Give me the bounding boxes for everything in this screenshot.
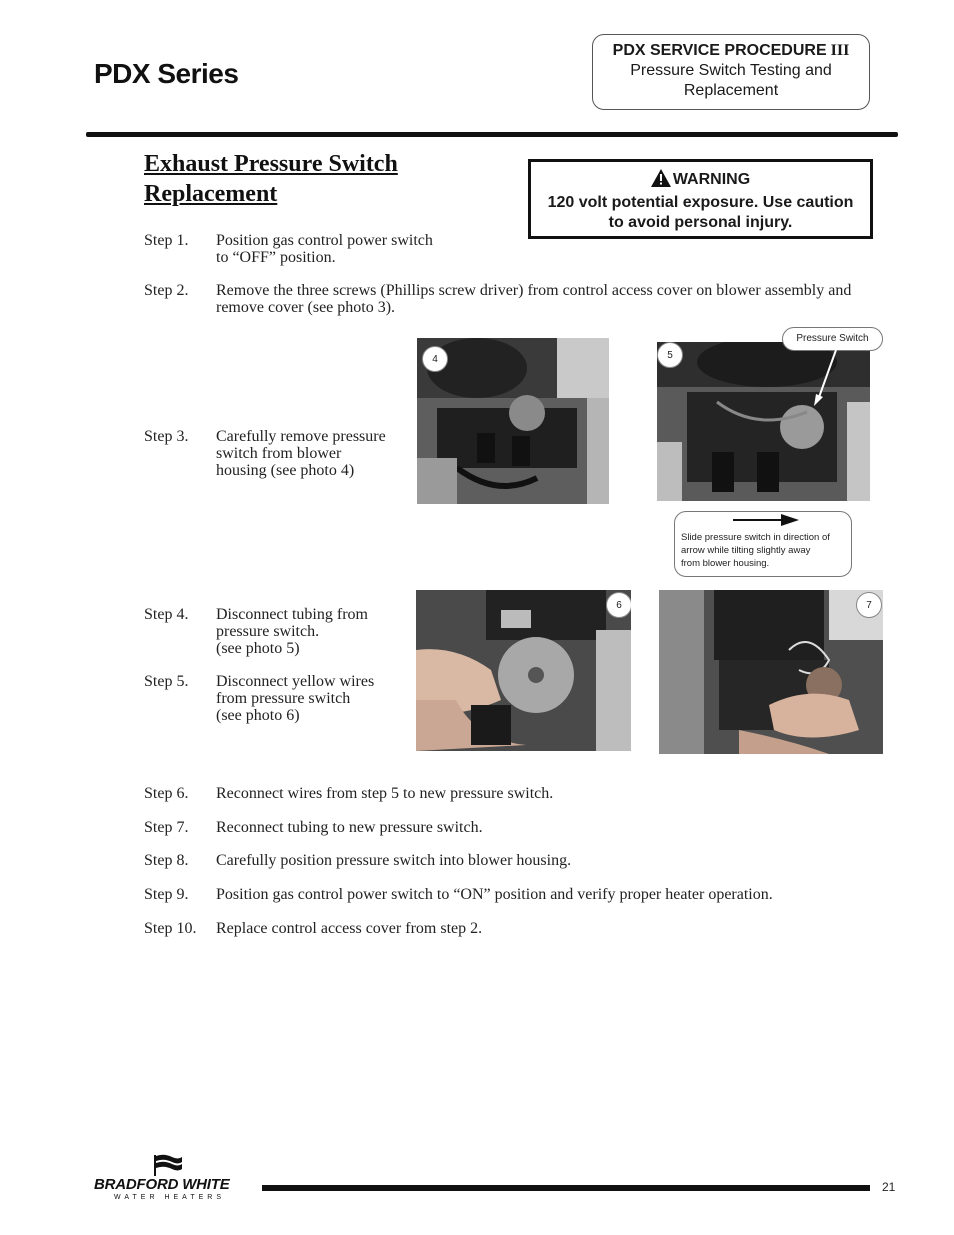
step-number: Step 1.: [144, 232, 189, 249]
procedure-subtitle-line1: Pressure Switch Testing and: [630, 62, 832, 79]
warning-triangle-icon: [651, 169, 671, 193]
footer-divider: [262, 1185, 870, 1191]
slide-direction-arrow-icon: [733, 513, 803, 527]
step-text-line: Disconnect yellow wires: [216, 673, 375, 690]
step-number: Step 7.: [144, 819, 189, 836]
step-number: Step 4.: [144, 606, 189, 623]
photo-number-badge: 7: [856, 592, 882, 618]
photo-6: [416, 590, 631, 751]
warning-header: [531, 169, 870, 193]
step-text-line: switch from blower: [216, 445, 342, 462]
step-4: [144, 606, 404, 662]
procedure-box: [592, 34, 870, 110]
step-2: [144, 282, 864, 322]
brand-subtitle: WATER HEATERS: [114, 1194, 225, 1201]
step-6: [144, 785, 864, 805]
step-text-line: (see photo 6): [216, 707, 300, 724]
bradford-white-logo: [94, 1154, 254, 1204]
step-text: [216, 428, 386, 479]
step-text: Reconnect wires from step 5 to new pressure switch.: [216, 785, 554, 802]
step-text-line: Remove the three screws (Phillips screw driver) from control access cover on blower assembly and: [216, 282, 852, 299]
flag-logo-icon: [152, 1154, 184, 1176]
step-text-line: Position gas control power switch: [216, 232, 433, 249]
procedure-subtitle-line2: Replacement: [683, 82, 779, 99]
callout-line: arrow while tilting slightly away: [681, 545, 811, 556]
photo-4: [417, 338, 609, 504]
step-3: [144, 428, 404, 484]
step-text: [216, 232, 433, 266]
step-8: [144, 852, 864, 872]
step-text-line: from pressure switch: [216, 690, 351, 707]
step-text: Reconnect tubing to new pressure switch.: [216, 819, 483, 836]
page-number: 21: [882, 1180, 896, 1194]
section-heading-line2: Replacement: [144, 181, 278, 207]
step-10: [144, 920, 864, 940]
photo-7: [659, 590, 883, 754]
pressure-switch-callout: Pressure Switch: [782, 327, 883, 351]
photo-number-badge: 4: [422, 346, 448, 372]
step-text-line: Disconnect tubing from: [216, 606, 368, 623]
callout-line: from blower housing.: [681, 558, 770, 569]
photo-number-badge: 6: [606, 592, 631, 618]
section-heading-line1: Exhaust Pressure Switch: [144, 151, 398, 177]
step-text: [216, 606, 368, 657]
step-1: [144, 232, 464, 272]
step-number: Step 10.: [144, 920, 197, 937]
section-heading: [144, 149, 398, 209]
photo-number-badge: 5: [657, 342, 683, 368]
step-5: [144, 673, 404, 729]
procedure-number: III: [830, 42, 850, 59]
step-text: Position gas control power switch to “ON” position and verify proper heater operation.: [216, 886, 773, 903]
warning-box: [528, 159, 873, 239]
series-title: PDX Series: [94, 58, 239, 89]
step-number: Step 5.: [144, 673, 189, 690]
step-text: Replace control access cover from step 2.: [216, 920, 483, 937]
step-text: [216, 282, 866, 316]
warning-label: WARNING: [672, 171, 751, 188]
warning-line2: to avoid personal injury.: [608, 214, 793, 231]
step-number: Step 2.: [144, 282, 189, 299]
step-7: [144, 819, 864, 839]
step-9: [144, 886, 864, 906]
step-number: Step 6.: [144, 785, 189, 802]
warning-line1: 120 volt potential exposure. Use caution: [547, 194, 854, 211]
step-text-line: remove cover (see photo 3).: [216, 299, 396, 316]
step-text-line: to “OFF” position.: [216, 249, 336, 266]
step-text-line: (see photo 5): [216, 640, 300, 657]
step-text-line: pressure switch.: [216, 623, 320, 640]
callout-pointer-arrow: [810, 348, 840, 408]
step-text: Carefully position pressure switch into blower housing.: [216, 852, 572, 869]
brand-name: BRADFORD WHITE: [94, 1176, 230, 1193]
step-text-line: Carefully remove pressure: [216, 428, 386, 445]
header-divider: [86, 132, 898, 137]
step-number: Step 8.: [144, 852, 189, 869]
step-number: Step 9.: [144, 886, 189, 903]
procedure-title-row: [593, 41, 869, 61]
step-text-line: housing (see photo 4): [216, 462, 355, 479]
step-text: [216, 673, 374, 724]
callout-line: Slide pressure switch in direction of: [681, 532, 830, 543]
procedure-title: PDX SERVICE PROCEDURE: [612, 42, 827, 59]
step-number: Step 3.: [144, 428, 189, 445]
